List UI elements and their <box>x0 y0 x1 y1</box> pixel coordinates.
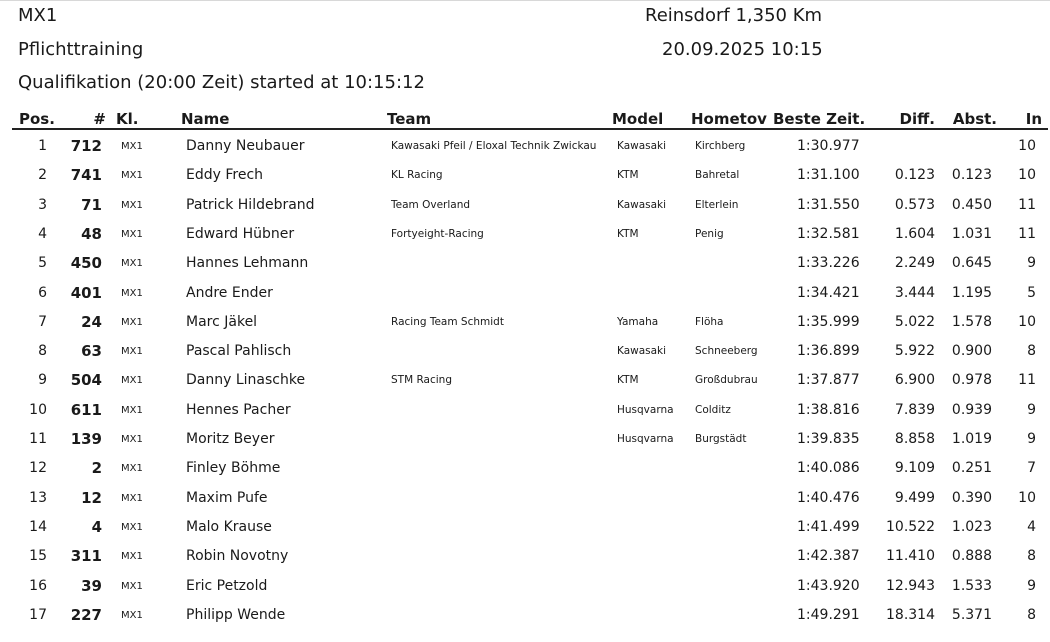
cell-pos: 8 <box>38 343 47 360</box>
cell-laps: 10 <box>1018 167 1036 184</box>
col-header-team: Team <box>387 110 432 128</box>
cell-name: Robin Novotny <box>186 548 289 565</box>
cell-hometown: Bahretal <box>695 169 740 182</box>
cell-name: Malo Krause <box>186 518 272 535</box>
cell-name: Hannes Lehmann <box>186 255 309 272</box>
cell-laps: 7 <box>1027 460 1036 477</box>
cell-gap: 0.939 <box>951 401 992 418</box>
cell-number: 39 <box>81 576 102 595</box>
cell-number: 712 <box>70 137 102 155</box>
cell-class: MX1 <box>121 492 143 504</box>
cell-team: Racing Team Schmidt <box>391 315 504 328</box>
table-row <box>0 542 1050 571</box>
cell-model: Kawasaki <box>617 140 667 152</box>
cell-class: MX1 <box>121 580 143 592</box>
cell-gap: 0.251 <box>951 460 992 477</box>
cell-class: MX1 <box>121 551 143 563</box>
cell-class: MX1 <box>121 258 143 270</box>
cell-laps: 11 <box>1018 196 1036 213</box>
cell-model: Kawasaki <box>617 345 667 358</box>
cell-diff: 9.499 <box>894 489 935 506</box>
cell-number: 48 <box>81 224 102 243</box>
cell-number: 63 <box>81 342 102 361</box>
cell-pos: 10 <box>29 401 47 418</box>
table-row <box>0 572 1050 601</box>
cell-diff: 9.109 <box>894 460 935 477</box>
cell-model: Kawasaki <box>617 198 667 211</box>
cell-name: Moritz Beyer <box>186 431 275 447</box>
cell-model: KTM <box>617 227 639 240</box>
cell-pos: 15 <box>29 548 47 565</box>
cell-laps: 9 <box>1027 431 1036 447</box>
cell-gap: 0.390 <box>951 489 992 506</box>
cell-diff: 0.123 <box>894 167 935 184</box>
cell-name: Maxim Pufe <box>186 489 268 506</box>
cell-diff: 12.943 <box>886 577 935 594</box>
cell-best-time: 1:41.499 <box>797 518 860 535</box>
table-row <box>0 601 1050 630</box>
table-row <box>0 279 1050 308</box>
cell-name: Pascal Pahlisch <box>186 343 292 360</box>
cell-laps: 9 <box>1027 255 1036 272</box>
cell-class: MX1 <box>121 287 143 299</box>
cell-laps: 4 <box>1027 518 1036 535</box>
cell-pos: 13 <box>29 489 47 506</box>
cell-class: MX1 <box>121 346 143 358</box>
cell-class: MX1 <box>121 521 143 533</box>
cell-name: Marc Jäkel <box>186 313 258 330</box>
cell-best-time: 1:37.877 <box>797 372 860 389</box>
class-title: MX1 <box>18 5 58 26</box>
cell-number: 741 <box>70 166 102 185</box>
table-row <box>0 513 1050 542</box>
cell-best-time: 1:31.100 <box>797 167 860 184</box>
cell-pos: 6 <box>38 284 47 301</box>
cell-pos: 11 <box>29 431 47 447</box>
cell-model: KTM <box>617 374 639 387</box>
cell-diff: 1.604 <box>894 225 935 242</box>
cell-gap: 1.031 <box>951 225 992 242</box>
cell-name: Eric Petzold <box>186 577 268 594</box>
col-header-best-time: Beste Zeit. <box>773 110 866 128</box>
col-header-pos: Pos. <box>19 110 55 128</box>
cell-diff: 18.314 <box>886 606 935 623</box>
cell-diff: 7.839 <box>894 401 935 418</box>
cell-gap: 0.645 <box>951 255 992 272</box>
cell-laps: 10 <box>1018 313 1036 330</box>
cell-name: Edward Hübner <box>186 225 295 242</box>
cell-diff: 6.900 <box>894 372 935 389</box>
cell-best-time: 1:32.581 <box>797 225 860 242</box>
col-header-number: # <box>93 110 106 128</box>
cell-name: Patrick Hildebrand <box>186 196 315 213</box>
cell-model: Yamaha <box>617 315 659 328</box>
cell-gap: 1.195 <box>951 284 992 301</box>
cell-gap: 0.900 <box>951 343 992 360</box>
table-row <box>0 337 1050 366</box>
table-row <box>0 132 1050 161</box>
cell-pos: 7 <box>38 313 47 330</box>
cell-name: Eddy Frech <box>186 167 264 184</box>
cell-best-time: 1:40.086 <box>797 460 860 477</box>
col-header-name: Name <box>181 110 230 128</box>
cell-class: MX1 <box>121 463 143 475</box>
cell-class: MX1 <box>121 228 143 240</box>
cell-gap: 1.533 <box>951 577 992 594</box>
cell-diff: 3.444 <box>894 284 935 301</box>
cell-gap: 0.123 <box>951 167 992 184</box>
cell-pos: 16 <box>29 577 47 594</box>
cell-gap: 1.023 <box>951 518 992 535</box>
cell-best-time: 1:33.226 <box>797 255 860 272</box>
cell-hometown: Colditz <box>695 403 731 416</box>
table-row <box>0 249 1050 278</box>
cell-team: Team Overland <box>391 198 471 211</box>
top-border <box>0 0 1050 1</box>
cell-best-time: 1:30.977 <box>797 138 860 154</box>
cell-pos: 2 <box>38 167 47 184</box>
col-header-diff: Diff. <box>899 110 935 128</box>
cell-laps: 9 <box>1027 401 1036 418</box>
cell-model: KTM <box>617 169 639 182</box>
cell-number: 401 <box>70 283 102 302</box>
col-header-gap: Abst. <box>952 110 997 128</box>
col-header-laps: In <box>1025 110 1042 128</box>
cell-model: Husqvarna <box>617 403 674 416</box>
table-row <box>0 220 1050 249</box>
cell-laps: 10 <box>1018 489 1036 506</box>
cell-number: 611 <box>70 400 102 419</box>
cell-pos: 14 <box>29 518 47 535</box>
table-row <box>0 396 1050 425</box>
table-row <box>0 366 1050 395</box>
cell-hometown: Penig <box>695 227 724 240</box>
cell-laps: 11 <box>1018 372 1036 389</box>
cell-pos: 5 <box>38 255 47 272</box>
table-row <box>0 161 1050 190</box>
cell-laps: 10 <box>1018 138 1036 154</box>
cell-laps: 9 <box>1027 577 1036 594</box>
cell-best-time: 1:35.999 <box>797 313 860 330</box>
cell-best-time: 1:39.835 <box>797 431 860 447</box>
header-rule <box>12 128 1048 130</box>
cell-pos: 1 <box>38 138 47 154</box>
cell-gap: 0.978 <box>951 372 992 389</box>
cell-diff: 2.249 <box>894 255 935 272</box>
cell-best-time: 1:42.387 <box>797 548 860 565</box>
cell-number: 12 <box>81 488 102 507</box>
cell-diff: 5.922 <box>894 343 935 360</box>
cell-gap: 0.450 <box>951 196 992 213</box>
col-header-model: Model <box>612 110 664 128</box>
table-row <box>0 308 1050 337</box>
cell-class: MX1 <box>121 170 143 182</box>
cell-laps: 8 <box>1027 606 1036 623</box>
cell-gap: 1.019 <box>951 431 992 447</box>
table-row <box>0 454 1050 483</box>
cell-laps: 11 <box>1018 225 1036 242</box>
cell-number: 311 <box>70 547 102 566</box>
cell-diff: 8.858 <box>894 431 935 447</box>
cell-diff: 0.573 <box>894 196 935 213</box>
cell-laps: 5 <box>1027 284 1036 301</box>
venue-label: Reinsdorf 1,350 Km <box>645 5 823 26</box>
cell-diff: 11.410 <box>886 548 935 565</box>
cell-name: Danny Neubauer <box>186 138 305 154</box>
cell-number: 2 <box>91 459 102 478</box>
cell-class: MX1 <box>121 141 143 152</box>
cell-team: KL Racing <box>391 169 443 182</box>
cell-number: 139 <box>70 430 102 448</box>
cell-model: Husqvarna <box>617 433 674 445</box>
cell-pos: 3 <box>38 196 47 213</box>
session-datetime: 20.09.2025 10:15 <box>662 39 823 60</box>
cell-pos: 17 <box>29 606 47 623</box>
cell-class: MX1 <box>121 316 143 328</box>
cell-class: MX1 <box>121 434 143 445</box>
cell-best-time: 1:31.550 <box>797 196 860 213</box>
cell-name: Philipp Wende <box>186 606 286 623</box>
cell-hometown: Großdubrau <box>695 374 758 387</box>
cell-best-time: 1:38.816 <box>797 401 860 418</box>
cell-team: Fortyeight-Racing <box>391 227 484 240</box>
col-header-class: Kl. <box>116 110 139 128</box>
cell-best-time: 1:43.920 <box>797 577 860 594</box>
cell-class: MX1 <box>121 375 143 387</box>
cell-class: MX1 <box>121 404 143 416</box>
table-row <box>0 191 1050 220</box>
cell-name: Andre Ender <box>186 284 273 301</box>
cell-best-time: 1:40.476 <box>797 489 860 506</box>
table-row <box>0 425 1050 454</box>
cell-diff: 5.022 <box>894 313 935 330</box>
cell-best-time: 1:36.899 <box>797 343 860 360</box>
cell-number: 504 <box>70 371 102 390</box>
cell-number: 4 <box>91 517 102 536</box>
cell-pos: 4 <box>38 225 47 242</box>
cell-team: Kawasaki Pfeil / Eloxal Technik Zwickau <box>391 140 597 152</box>
cell-number: 227 <box>70 605 102 624</box>
cell-laps: 8 <box>1027 343 1036 360</box>
cell-number: 24 <box>81 312 102 331</box>
cell-hometown: Burgstädt <box>695 433 747 445</box>
cell-best-time: 1:49.291 <box>797 606 860 623</box>
cell-class: MX1 <box>121 199 143 211</box>
cell-hometown: Schneeberg <box>695 345 758 358</box>
col-header-hometown: Hometov <box>691 110 767 128</box>
table-row <box>0 484 1050 513</box>
cell-name: Hennes Pacher <box>186 401 291 418</box>
cell-laps: 8 <box>1027 548 1036 565</box>
cell-number: 450 <box>70 254 102 273</box>
cell-gap: 5.371 <box>951 606 992 623</box>
cell-team: STM Racing <box>391 374 452 387</box>
cell-hometown: Flöha <box>695 315 724 328</box>
cell-gap: 0.888 <box>951 548 992 565</box>
cell-gap: 1.578 <box>951 313 992 330</box>
cell-name: Finley Böhme <box>186 460 281 477</box>
cell-hometown: Kirchberg <box>695 140 746 152</box>
cell-pos: 12 <box>29 460 47 477</box>
cell-pos: 9 <box>38 372 47 389</box>
qualifying-info: Qualifikation (20:00 Zeit) started at 10:15:12 <box>18 72 425 93</box>
session-title: Pflichttraining <box>18 39 144 60</box>
cell-hometown: Elterlein <box>695 198 739 211</box>
cell-best-time: 1:34.421 <box>797 284 860 301</box>
cell-class: MX1 <box>121 609 143 621</box>
cell-name: Danny Linaschke <box>186 372 306 389</box>
cell-number: 71 <box>81 195 102 214</box>
cell-diff: 10.522 <box>886 518 935 535</box>
